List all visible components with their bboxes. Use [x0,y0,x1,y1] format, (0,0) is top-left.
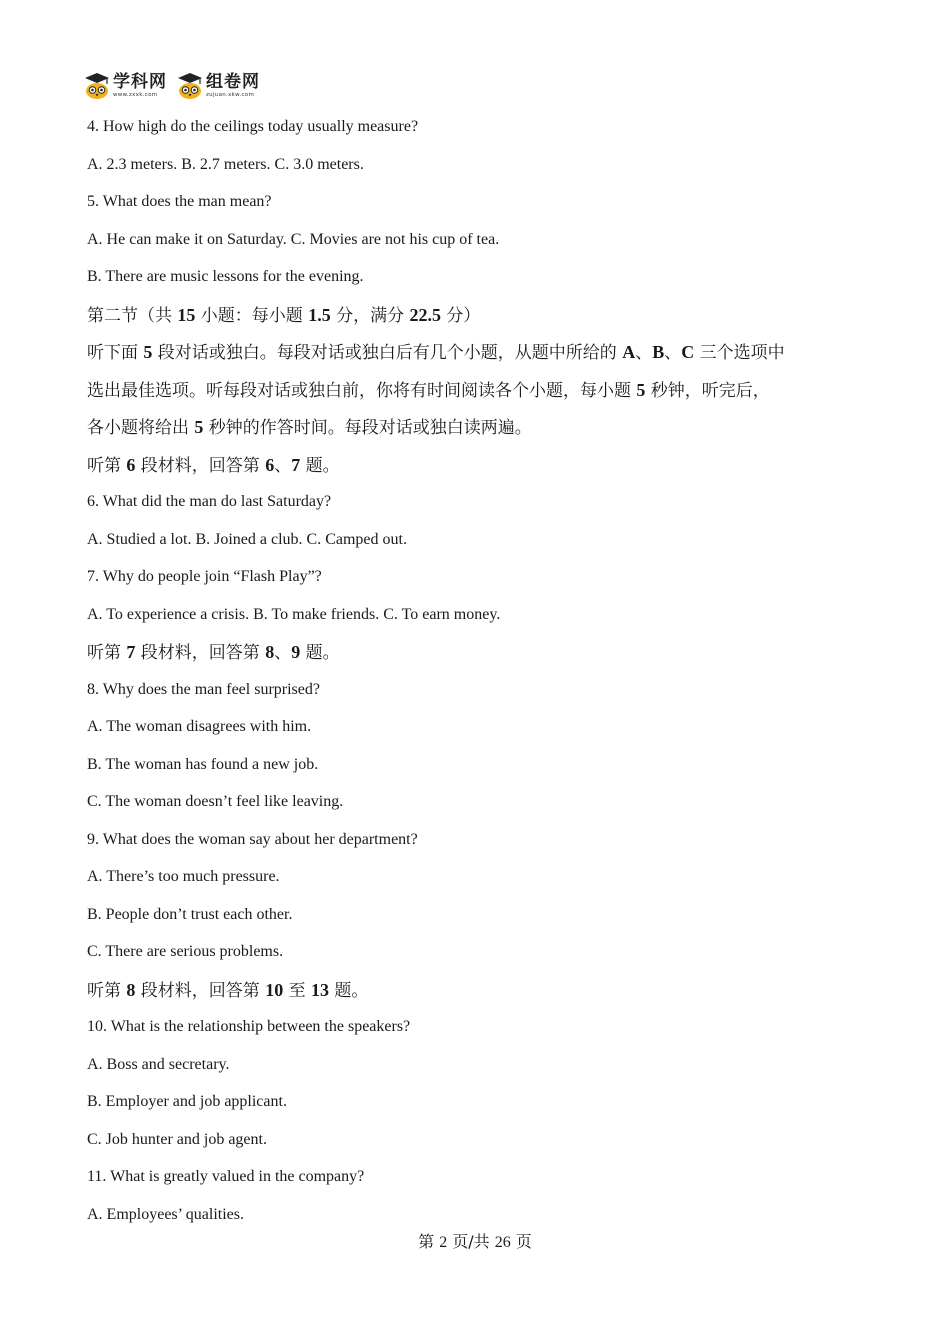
instructions-line-2: 选出最佳选项。听每段对话或独白前，你将有时间阅读各个小题，每小题 5 秒钟，听完后， [87,379,770,401]
question-10: 10. What is the relationship between the speakers? [87,1018,411,1035]
question-10-option-a: A. Boss and secretary. [87,1055,230,1073]
question-6-options: A. Studied a lot. B. Joined a club. C. Camped out. [87,530,407,548]
header-logos [84,68,260,104]
question-5-option-a-c: A. He can make it on Saturday. C. Movies are not his cup of tea. [87,230,500,248]
document-body [87,117,887,1242]
question-8: 8. Why does the man feel surprised? [87,680,320,698]
logo-url: zujuan.xkw.com [206,91,255,98]
question-5: 5. What does the man mean? [87,193,272,210]
question-4: 4. How high do the ceilings today usually measure? [87,118,419,135]
page-number: 第 2 页/共 26 页 [418,1232,532,1251]
logo-name: 组卷网 [206,71,260,92]
question-11: 11. What is greatly valued in the company? [87,1168,365,1185]
group-heading-6: 听第 6 段材料，回答第 6、7 题。 [87,454,340,476]
question-9-option-a: A. There’s too much pressure. [87,868,280,885]
question-7: 7. Why do people join “Flash Play”? [87,568,322,585]
question-10-option-b: B. Employer and job applicant. [87,1093,287,1110]
question-8-option-c: C. The woman doesn’t feel like leaving. [87,793,344,810]
group-heading-8: 听第 8 段材料，回答第 10 至 13 题。 [87,979,369,1001]
question-8-option-b: B. The woman has found a new job. [87,755,319,773]
logo-url: www.zxxk.com [113,91,158,98]
logo-name: 学科网 [113,71,167,92]
owl-mortarboard-icon [177,72,203,100]
question-5-option-b: B. There are music lessons for the evening. [87,268,364,285]
question-10-option-c: C. Job hunter and job agent. [87,1130,267,1148]
logo-zujuan[interactable] [177,72,260,100]
question-9: 9. What does the woman say about her department? [87,830,418,848]
question-7-options: A. To experience a crisis. B. To make friends. C. To earn money. [87,605,501,623]
question-9-option-c: C. There are serious problems. [87,943,284,960]
question-11-option-a: A. Employees’ qualities. [87,1205,244,1223]
instructions-line-1: 听下面 5 段对话或独白。每段对话或独白后有几个小题，从题中所给的 A、B、C 三个选项中 [87,342,785,363]
group-heading-7: 听第 7 段材料，回答第 8、9 题。 [87,642,340,663]
question-9-option-b: B. People don’t trust each other. [87,905,293,923]
question-6: 6. What did the man do last Saturday? [87,493,332,510]
logo-xueke[interactable] [84,72,167,100]
section-heading: 第二节（共 15 小题：每小题 1.5 分，满分 22.5 分） [87,304,481,326]
question-8-option-a: A. The woman disagrees with him. [87,718,312,735]
question-4-options: A. 2.3 meters. B. 2.7 meters. C. 3.0 meters. [87,155,364,173]
owl-mortarboard-icon [84,72,110,100]
instructions-line-3: 各小题将给出 5 秒钟的作答时间。每段对话或独白读两遍。 [87,417,532,438]
